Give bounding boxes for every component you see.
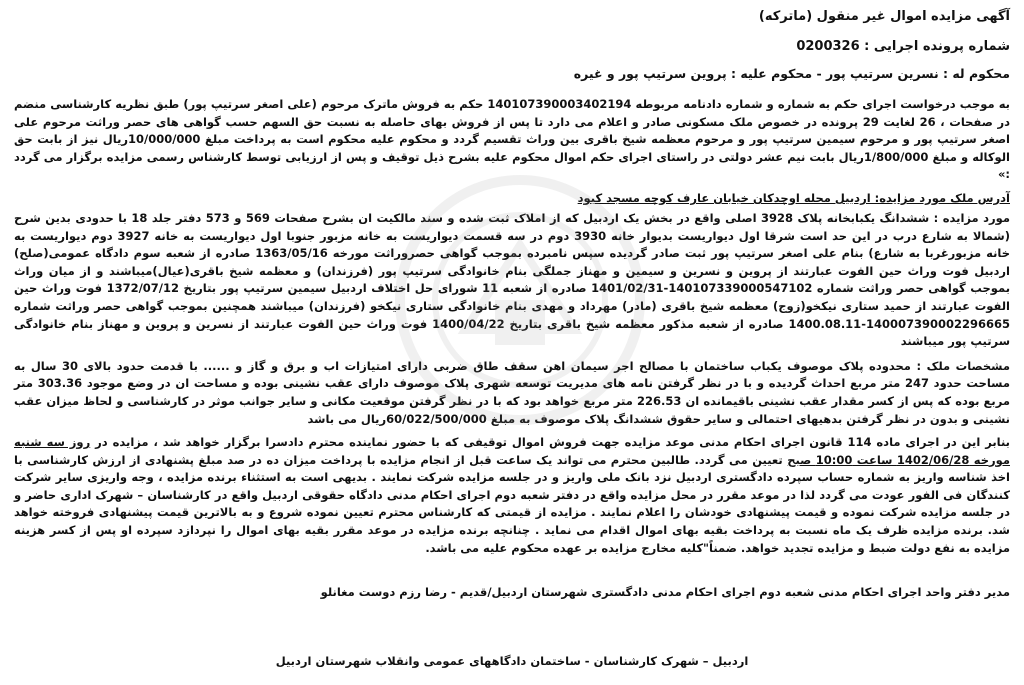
property-specs-paragraph: مشخصات ملک : محدوده پلاک موصوف یکباب ساختمان با مصالح اجر سیمان اهن سقف طاق ضربی دارای امتیازات اب و برق و گاز و ...... با قدمت حدود بالای 30 سال به مساحت حدود 247 متر مربع احداث گردیده و با در نظر گرفتن نامه های مدیریت توسعه شهری پلاک موصوف دارای عقب نشینی بوده و مساحت ان در وضع موجود 303.36 متر مربع بوده که پس از کسر مقدار عقب نشینی باقیمانده ان 226.53 متر مربع خواهد بود که با در نظر گرفتن موقعیت مکانی و سایر جوانب موثر در کارشناسی و لحاظ میزان عقب نشینی و بدون در نظر گرفتن بدهیهای احتمالی و سایر حقوق ششدانگ پلاک موصوف به مبلغ 60/022/500/000ریال می باشد <box>14 358 1011 426</box>
footer-address: اردبیل – شهرک کارشناسان - ساختمان دادگاههای عمومی وانقلاب شهرستان اردبیل <box>275 654 749 668</box>
auction-terms-part2: تعیین می گردد. طالبین محترم می تواند یک ساعت قبل از انجام مزایده با پرداخت میزان ده در صد مبلغ پشنهادی از ارزش کارشناسی با اخذ شناسه واریز به شماره حساب سپرده دادگستری اردبیل نزد بانک ملی واریز و در جلسه مزایده شرکت نمایند . بدیهی است به استثناء برنده مزایده ، وجه واریزی سایر شرکت کنندگان فی الفور عودت می گردد لذا در موعد مقرر در محل مزایده واقع در دفتر شعبه دوم اجرای احکام مدنی دادگاه حقوقی اردبیل واقع در کارشناسان – شهرک اداری حاضر و در جلسه مزایده شرکت نموده و قیمت پیشنهادی خودشان را اعلام نمایند . مزایده از قیمتی که کارشناس محترم تعیین نموده شروع و به بالاترین قیمت پیشنهادی فروخته خواهد شد. برنده مزایده ظرف یک ماه نسبت به پرداخت بقیه بهای اموال اقدام می نماید . چنانچه برنده مزایده در موعد مقرر بقیه بهای اموال را نپردازد سپرده او پس از کسر هزینه مزایده به نفع دولت ضبط و مزایده تجدید خواهد. ضمناً"کلیه مخارج مزایده بر عهده محکوم علیه می باشد. <box>14 452 1010 555</box>
auction-subject-paragraph: مورد مزایده : ششدانگ یکبابخانه پلاک 3928 اصلی واقع در بخش یک اردبیل که از املاک ثبت شده و سند مالکیت ان بشرح صفحات 569 و 573 دفتر جلد 18 با حدودی بدین شرح (شمالا به شارع درب در این حد است شرقا اول دیواریست بدیوار خانه 3930 دوم در سه قسمت دیواریست به خانه مزبور جنوبا اول دیواریست به خانه 3927 دوم دیواریست به خانه مزبورغربا به شارع) بنام علی اصغر سرتیپ پور ثبت صادر گردیده سپس نامبرده بموجب گواهی حصروراثت مورخه 1363/05/16 صادره از شعبه سوم دادگاه عمومی(صلح) اردبیل فوت وراث حین الفوت عبارتند از پروین و نسرین و سیمین و مهناز جملگی بنام خانوادگی سرتیپ پور (فرزندان) و معظمه شیخ باقری(عیال)میباشند و از میان وراث بموجب گواهی حصر وراثت شماره 140107339000547102-1401/02/31 صادره از شعبه 11 شورای حل اختلاف اردبیل سیمین سرتیپ پور بتاریخ 1372/07/12 فوت وراث حین الفوت عبارتند از حمید ستاری نیکخو(زوج) معظمه شیخ باقری (مادر) مهرداد و مهدی بنام خانوادگی ستاری نیکخو (فرزندان) میباشند همچنین بموجب گواهی حصر وراثت شماره 140007390002296665-1400.08.11 صادره از شعبه مذکور معظمه شیخ باقری بتاریخ 1400/04/22 فوت وراث حین الفوت عبارتند از نسرین و پروین و مهناز بنام خانوادگی سرتیپ پور میباشند <box>14 210 1011 349</box>
parties-line: محکوم له : نسرین سرتیپ پور - محکوم علیه : پروین سرتیپ پور و غیره <box>573 66 1010 81</box>
property-address-text: آدرس ملک مورد مزایده: اردبیل محله اوچدکان خیابان عارف کوچه مسجد کبود <box>577 190 1010 205</box>
auction-date: روز سه شنبه مورخه 1402/06/28 ساعت 10:00 صبح <box>14 435 1010 467</box>
intro-paragraph: به موجب درخواست اجرای حکم به شماره و شماره دادنامه مربوطه 140107390003402194 حکم به فروش ماترک مرحوم (علی اصغر سرتیپ پور) طبق نظریه کارشناسی منضم در صفحات ، 26 لغایت 29 پرونده در خصوص ملک مسکونی صادر و اعلام می دارد تا پس از فروش بهای حاصله به نسبت حق السهم حسب گواهی های حصر وراثت مرحوم علی اصغر سرتیپ پور و مرحوم سیمین سرتیپ پور و مرحوم معظمه شیخ باقری بین وراث تقسیم گردد و محکوم علیه محکوم است به پرداخت مبلغ 10/000/000ریال نیز از بابت حق الوکاله و مبلغ 1/800/000ریال بابت نیم عشر دولتی در راستای اجرای حکم اموال محکوم علیه بشرح ذیل توقیف و پس از ارزیابی توسط کارشناس رسمی مزایده برگزار می گردد :» <box>14 97 1010 182</box>
auction-terms-part1: بنابر این در اجرای ماده 114 قانون اجرای احکام مدنی موعد مزایده جهت فروش اموال توقیفی که با حضور نماینده محترم دادسرا برگزار خواهد شد ، مزایده در <box>95 435 1011 450</box>
signature-line: مدیر دفتر واحد اجرای احکام مدنی شعبه دوم اجرای احکام مدنی دادگستری شهرستان اردبیل/قدیم - رضا رزم دوست مغانلو <box>320 585 1010 600</box>
notice-title: آگهی مزایده اموال غیر منقول (ماترکه) <box>758 9 1010 24</box>
auction-terms-paragraph <box>14 434 1010 557</box>
property-address <box>14 190 1010 207</box>
file-number: شماره پرونده اجرایی : 0200326 <box>796 39 1010 54</box>
